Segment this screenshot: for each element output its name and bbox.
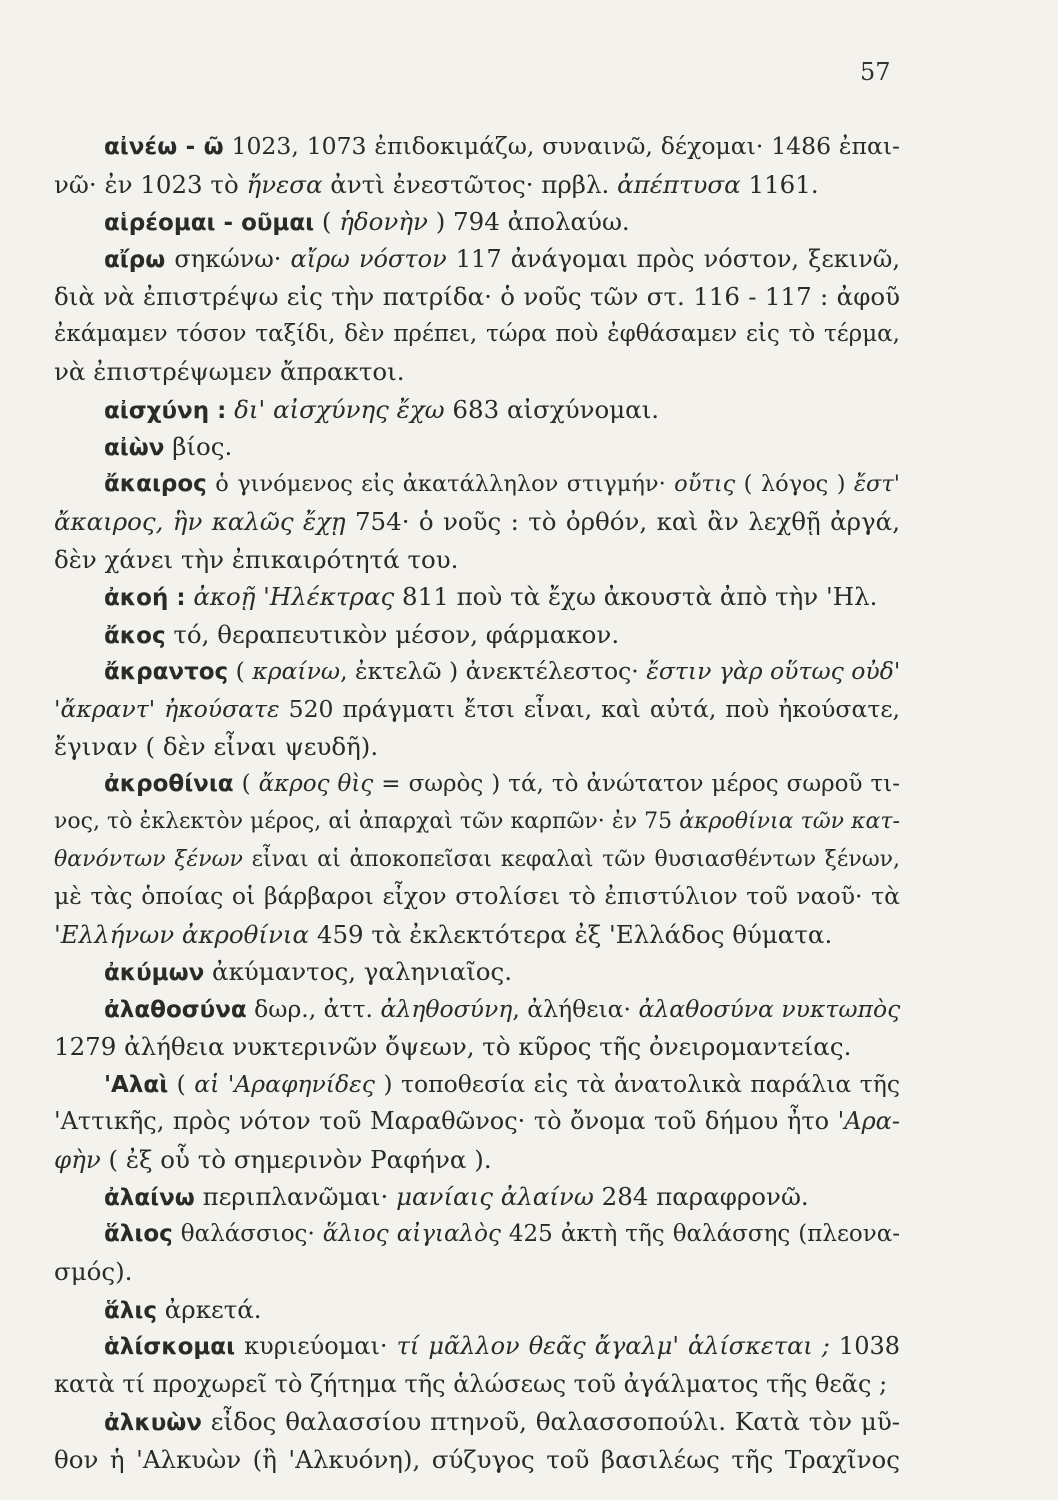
- headword: ἄκαιρος: [104, 470, 207, 497]
- italic-quote: 'Αρα-: [837, 1107, 900, 1135]
- text-line: [54, 766, 900, 804]
- line-text: σμός).: [54, 1257, 133, 1286]
- line-text: 'Αττικῆς, πρὸς νότον τοῦ Μαραθῶνος· τὸ ὄνομα τοῦ δήμου ἦτο: [54, 1107, 838, 1135]
- line-text: (: [314, 207, 340, 236]
- page-number: 57: [860, 58, 891, 86]
- headword: αἴρω: [104, 246, 166, 273]
- text-line: [54, 541, 900, 579]
- line-text: ἀρκετά.: [156, 1294, 262, 1324]
- headword: αἰσχύνη :: [104, 397, 227, 424]
- line-text: μὲ τὰς ὁποίας οἱ βάρβαροι εἶχον στολίσει τὸ ἐπιστύλιον τοῦ ναοῦ· τὰ: [54, 882, 900, 910]
- line-text: εἶναι αἱ ἀποκοπεῖσαι κεφαλαὶ τῶν θυσιασθέντων ξένων,: [242, 846, 900, 872]
- text-line: [54, 1141, 900, 1179]
- italic-quote: ἀλαθοσύνα νυκτωπὸς: [638, 994, 901, 1023]
- line-text: (: [168, 1069, 195, 1098]
- line-text: δωρ., ἀττ.: [246, 994, 381, 1023]
- text-line: [54, 953, 900, 991]
- italic-quote: τί μᾶλλον θεᾶς ἄγαλμ' ἁλίσκεται ;: [396, 1332, 830, 1360]
- text-line: [54, 1178, 900, 1216]
- text-line: [54, 1253, 900, 1291]
- text-line: [54, 391, 900, 429]
- line-text: νὰ ἐπιστρέψωμεν ἄπρακτοι.: [54, 357, 405, 386]
- italic-quote: ἤνεσα: [246, 169, 323, 199]
- line-text: νῶ· ἐν 1023 τὸ: [54, 169, 247, 199]
- line-text: βίος.: [164, 432, 233, 461]
- text-line: [54, 616, 900, 654]
- italic-quote: αἴρω νόστον: [290, 244, 447, 273]
- glossary-text: [54, 128, 900, 1478]
- headword: ἀκύμων: [104, 960, 205, 986]
- text-line: [54, 878, 900, 916]
- line-text: , ἐκτελῶ ) ἀνεκτέλεστος·: [340, 657, 647, 685]
- line-text: εἶδος θαλασσίου πτηνοῦ, θαλασσοπούλι. Κατὰ τὸν μῦ-: [201, 1407, 900, 1436]
- text-line: [54, 1066, 900, 1104]
- line-text: δὲν χάνει τὴν ἐπικαιρότητά του.: [54, 544, 459, 574]
- headword: αἰνέω - ῶ: [104, 134, 224, 160]
- text-line: [54, 991, 900, 1029]
- italic-quote: θανόντων ξένων: [54, 846, 243, 872]
- text-line: [54, 1366, 900, 1404]
- italic-quote: ἡδονὴν: [339, 207, 428, 236]
- text-line: [54, 278, 900, 316]
- text-line: [54, 128, 900, 166]
- headword: ἀλαθοσύνα: [104, 996, 247, 1023]
- line-text: 1038: [829, 1332, 901, 1360]
- text-line: [54, 503, 900, 541]
- italic-quote: κραίνω: [252, 657, 341, 685]
- headword: αἰὼν: [104, 435, 165, 461]
- italic-quote: ἀληθοσύνη: [380, 994, 513, 1023]
- line-text: = σωρὸς ) τά, τὸ ἀνώτατον μέρος σωροῦ τι-: [373, 770, 901, 797]
- line-text: 117 ἀνάγομαι πρὸς νόστον, ξεκινῶ,: [446, 244, 900, 273]
- text-line: [54, 428, 900, 466]
- line-text: 425 ἀκτὴ τῆς θαλάσσης (πλεονα-: [500, 1220, 900, 1247]
- italic-quote: ἅλιος αἰγιαλὸς: [322, 1220, 501, 1247]
- line-text: 1279 ἀλήθεια νυκτερινῶν ὄψεων, τὸ κῦρος τῆς ὀνειρομαντείας.: [54, 1032, 852, 1061]
- line-text: 459 τὰ ἐκλεκτότερα ἐξ 'Ελλάδος θύματα.: [309, 919, 833, 949]
- italic-quote: ἀκροθίνια τῶν κατ-: [679, 809, 900, 834]
- headword: ἄκος: [104, 622, 166, 649]
- line-text: ) 794 ἀπολαύω.: [427, 207, 630, 236]
- italic-quote: δι' αἰσχύνης ἔχω: [234, 394, 445, 424]
- line-text: διὰ νὰ ἐπιστρέψω εἰς τὴν πατρίδα· ὁ νοῦς τῶν στ. 116 - 117 : ἀφοῦ: [54, 282, 900, 311]
- text-line: [54, 1103, 900, 1141]
- italic-quote: ἔστιν γὰρ οὕτως οὐδ': [646, 657, 901, 685]
- text-line: [54, 203, 900, 241]
- line-text: 683 αἰσχύνομαι.: [444, 394, 660, 424]
- text-line: [54, 578, 900, 616]
- text-line: [54, 1328, 900, 1366]
- text-line: [54, 653, 900, 691]
- italic-quote: οὔτις: [674, 470, 736, 497]
- headword: ἀκοή :: [104, 585, 186, 611]
- line-text: ἀκύμαντος, γαληνιαῖος.: [204, 957, 513, 986]
- italic-quote: μανίαις ἀλαίνω: [396, 1182, 594, 1211]
- line-text: 284 παραφρονῶ.: [593, 1182, 809, 1211]
- line-text: ἀντὶ ἐνεστῶτος· πρβλ.: [322, 169, 618, 199]
- line-text: [226, 395, 234, 424]
- text-line: [54, 803, 900, 841]
- text-line: [54, 1441, 900, 1479]
- text-line: [54, 916, 900, 954]
- headword: ἁλίσκομαι: [104, 1334, 236, 1360]
- headword: 'Αλαὶ: [104, 1071, 169, 1098]
- headword: ἄκραντος: [104, 659, 229, 685]
- italic-quote: 'ἄκραντ' ἠκούσατε: [54, 694, 280, 723]
- line-text: ) τοποθεσία εἰς τὰ ἀνατολικὰ παράλια τῆς: [374, 1069, 901, 1098]
- text-line: [54, 1291, 900, 1329]
- line-text: ὁ γινόμενος εἰς ἀκατάλληλον στιγμήν·: [206, 470, 675, 497]
- italic-quote: ἀκοῇ 'Ηλέκτρας: [193, 582, 395, 611]
- italic-quote: ἀπέπτυσα: [617, 169, 741, 199]
- italic-quote: ἄκρος θὶς: [258, 770, 374, 797]
- italic-quote: ἔστ': [853, 470, 900, 497]
- headword: ἅλις: [104, 1297, 157, 1324]
- headword: ἀλαίνω: [104, 1185, 195, 1211]
- line-text: 1161.: [740, 169, 819, 199]
- headword: ἀκροθίνια: [104, 770, 234, 797]
- line-text: κυριεύομαι·: [235, 1332, 397, 1360]
- line-text: περιπλανῶμαι·: [194, 1182, 397, 1211]
- text-line: [54, 1028, 900, 1066]
- headword: ἅλιος: [104, 1220, 173, 1247]
- headword: ἀλκυὼν: [104, 1410, 202, 1436]
- text-line: [54, 728, 900, 766]
- text-line: [54, 1216, 900, 1254]
- text-line: [54, 316, 900, 354]
- line-text: 520 πράγματι ἔτσι εἶναι, καὶ αὐτά, ποὺ ἠκούσατε,: [279, 694, 900, 723]
- line-text: 811 ποὺ τὰ ἔχω ἀκουστὰ ἀπὸ τὴν 'Ηλ.: [394, 582, 878, 611]
- line-text: , ἀλήθεια·: [512, 994, 639, 1023]
- text-line: [54, 241, 900, 279]
- line-text: ( λόγος ): [735, 470, 854, 497]
- line-text: ( ἐξ οὗ τὸ σημερινὸν Ραφήνα ).: [100, 1144, 492, 1174]
- line-text: τό, θεραπευτικὸν μέσον, φάρμακον.: [165, 619, 620, 649]
- line-text: (: [233, 770, 259, 797]
- text-line: [54, 166, 900, 204]
- line-text: θον ἡ 'Αλκυὼν (ἢ 'Αλκυόνη), σύζυγος τοῦ βασιλέως τῆς Τραχῖνος: [54, 1444, 900, 1474]
- italic-quote: αἱ 'Αραφηνίδες: [194, 1069, 375, 1098]
- text-line: [54, 466, 900, 504]
- text-line: [54, 841, 900, 879]
- line-text: ἔγιναν ( δὲν εἶναι ψευδῆ).: [54, 732, 379, 761]
- headword: αἱρέομαι - οῦμαι: [104, 210, 315, 236]
- line-text: 1023, 1073 ἐπιδοκιμάζω, συναινῶ, δέχομαι· 1486 ἐπαι-: [223, 132, 900, 160]
- line-text: 754· ὁ νοῦς : τὸ ὀρθόν, καὶ ἂν λεχθῇ ἀργά,: [345, 507, 900, 536]
- line-text: κατὰ τί προχωρεῖ τὸ ζήτημα τῆς ἁλώσεως τοῦ ἀγάλματος τῆς θεᾶς ;: [54, 1369, 888, 1398]
- line-text: (: [228, 657, 253, 685]
- line-text: νος, τὸ ἐκλεκτὸν μέρος, αἱ ἀπαρχαὶ τῶν καρπῶν· ἐν 75: [54, 809, 680, 834]
- text-line: [54, 1403, 900, 1441]
- text-line: [54, 353, 900, 391]
- line-text: θαλάσσιος·: [172, 1220, 323, 1247]
- line-text: ἐκάμαμεν τόσον ταξίδι, δὲν πρέπει, τώρα ποὺ ἐφθάσαμεν εἰς τὸ τέρμα,: [54, 320, 900, 347]
- italic-quote: ἄκαιρος, ἣν καλῶς ἔχῃ: [54, 507, 346, 536]
- italic-quote: φὴν: [54, 1144, 101, 1174]
- line-text: σηκώνω·: [165, 244, 291, 273]
- italic-quote: 'Ελλήνων ἀκροθίνια: [54, 919, 310, 949]
- text-line: [54, 691, 900, 729]
